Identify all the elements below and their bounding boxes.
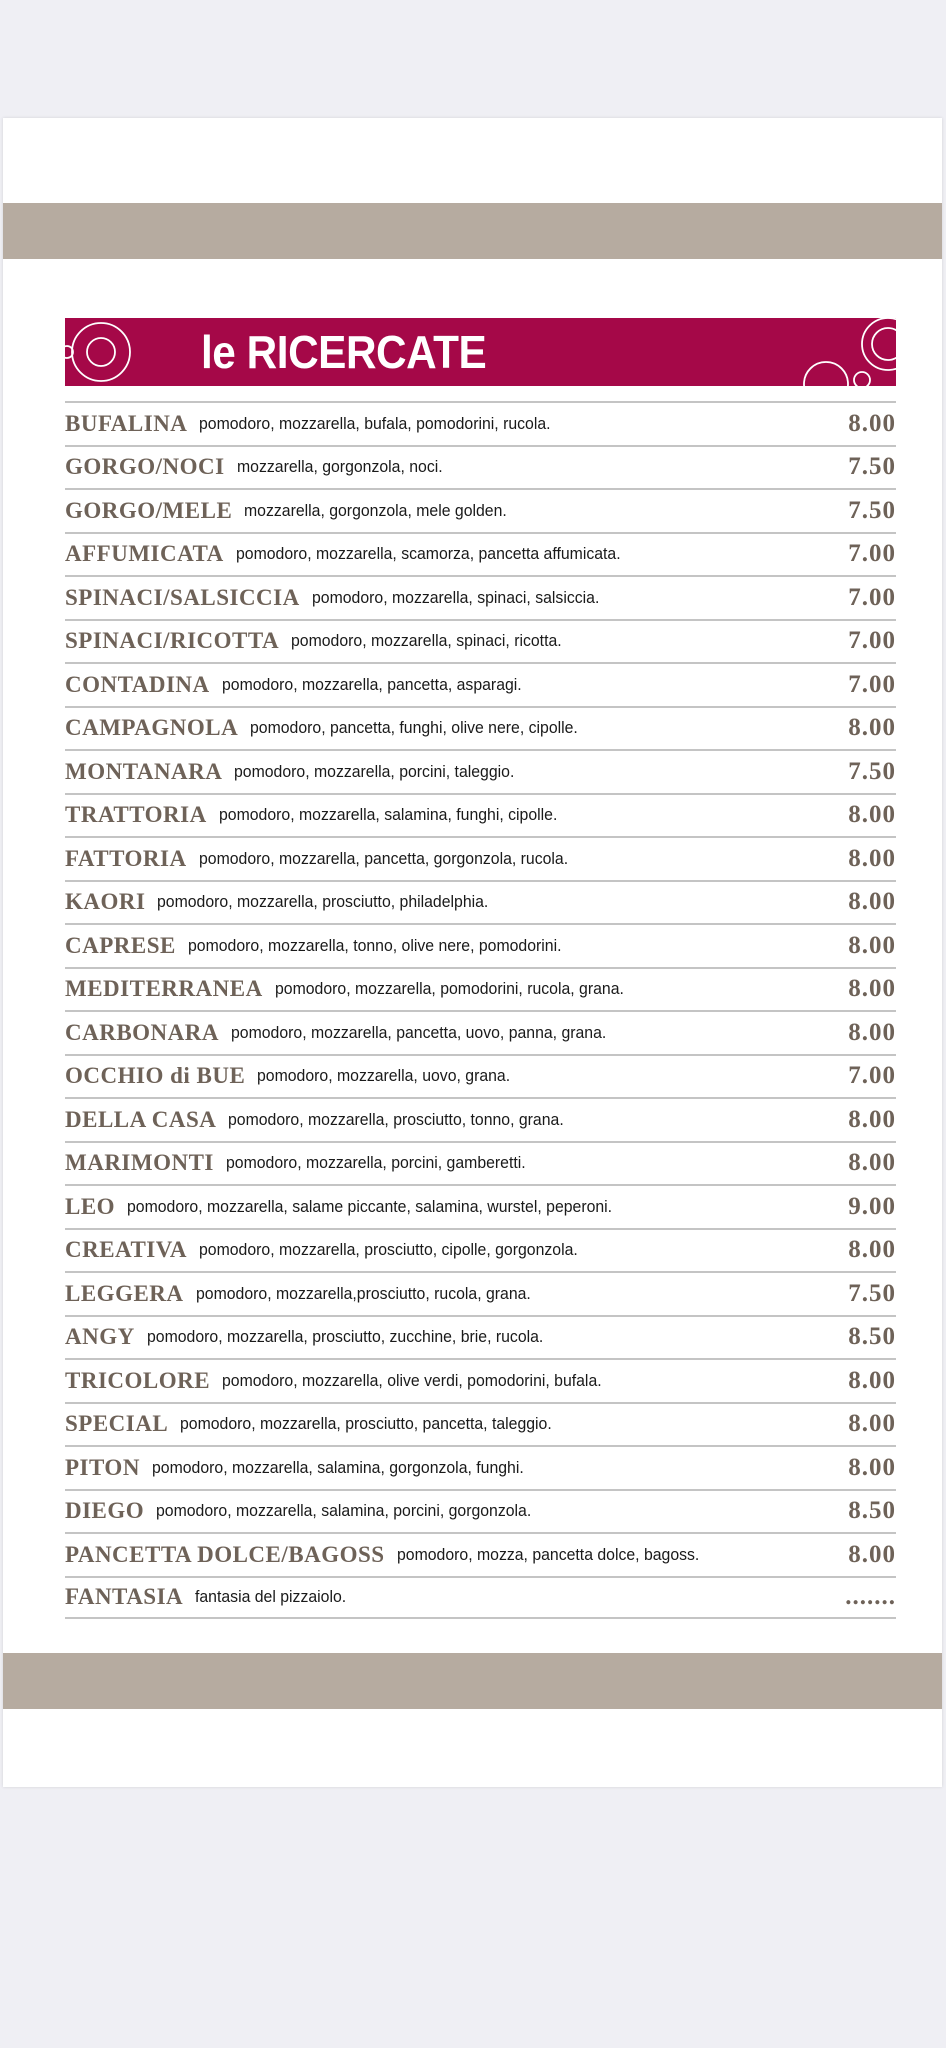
top-decorative-band xyxy=(3,203,942,259)
item-ingredients: pomodoro, mozzarella, spinaci, salsiccia. xyxy=(311,587,600,607)
item-name: GORGO/MELE xyxy=(65,497,233,523)
item-name: SPINACI/RICOTTA xyxy=(65,628,280,654)
item-name: GORGO/NOCI xyxy=(65,454,225,480)
item-ingredients: pomodoro, mozzarella, pomodorini, rucola, grana. xyxy=(274,979,624,999)
item-ingredients: pomodoro, mozzarella, prosciutto, philadelphia. xyxy=(157,892,489,912)
item-price: 7.50 xyxy=(848,1279,896,1307)
item-ingredients: mozzarella, gorgonzola, mele golden. xyxy=(244,500,508,520)
menu-item xyxy=(65,967,896,1011)
menu-item xyxy=(65,923,896,967)
item-name: KAORI xyxy=(65,889,146,915)
item-name: SPINACI/SALSICCIA xyxy=(65,584,300,610)
item-name: SPECIAL xyxy=(65,1411,169,1437)
item-name: CONTADINA xyxy=(65,671,210,697)
item-price: 8.00 xyxy=(848,1149,896,1177)
item-name: CARBONARA xyxy=(65,1019,219,1045)
item-price: 8.00 xyxy=(848,801,896,829)
menu-item xyxy=(65,1054,896,1098)
section-header xyxy=(65,318,896,386)
section-title: le RICERCATE xyxy=(201,326,487,378)
menu-item xyxy=(65,445,896,489)
item-price: 7.50 xyxy=(848,757,896,785)
menu-item xyxy=(65,1184,896,1228)
item-ingredients: pomodoro, mozzarella, scamorza, pancetta affumicata. xyxy=(235,544,621,564)
item-ingredients: pomodoro, mozzarella, pancetta, asparagi. xyxy=(221,674,522,694)
menu-item xyxy=(65,1141,896,1185)
item-price: 7.00 xyxy=(848,670,896,698)
circles-right-decoration xyxy=(786,318,896,386)
item-price: 8.00 xyxy=(848,409,896,437)
menu-item xyxy=(65,706,896,750)
item-price: 8.00 xyxy=(848,975,896,1003)
item-ingredients: pomodoro, mozzarella, salamina, gorgonzola, funghi. xyxy=(151,1457,524,1477)
item-ingredients: pomodoro, mozzarella, porcini, taleggio. xyxy=(234,761,515,781)
item-name: DIEGO xyxy=(65,1498,145,1524)
menu-item xyxy=(65,401,896,445)
item-name: DELLA CASA xyxy=(65,1106,217,1132)
item-price: 9.00 xyxy=(848,1192,896,1220)
item-name: MONTANARA xyxy=(65,758,223,784)
item-name: MARIMONTI xyxy=(65,1150,214,1176)
item-name: PANCETTA DOLCE/BAGOSS xyxy=(65,1541,385,1567)
item-name: CAPRESE xyxy=(65,932,176,958)
item-ingredients: pomodoro, mozzarella, porcini, gamberetti. xyxy=(225,1153,526,1173)
item-ingredients: pomodoro, mozzarella, pancetta, uovo, panna, grana. xyxy=(231,1022,607,1042)
item-ingredients: pomodoro, mozzarella, spinaci, ricotta. xyxy=(291,631,562,651)
item-price: 8.00 xyxy=(848,844,896,872)
item-price: 8.50 xyxy=(848,1497,896,1525)
item-ingredients: pomodoro, mozzarella, tonno, olive nere, pomodorini. xyxy=(187,935,562,955)
menu-item xyxy=(65,662,896,706)
menu-item xyxy=(65,793,896,837)
item-price: 8.00 xyxy=(848,714,896,742)
item-price: 7.00 xyxy=(848,540,896,568)
item-price: 8.00 xyxy=(848,1540,896,1568)
menu-item xyxy=(65,1358,896,1402)
item-ingredients: pomodoro, mozzarella, prosciutto, tonno, grana. xyxy=(228,1109,565,1129)
item-ingredients: pomodoro, mozzarella, salamina, porcini, gorgonzola. xyxy=(156,1501,532,1521)
item-price: 8.50 xyxy=(848,1323,896,1351)
item-name: TRATTORIA xyxy=(65,802,207,828)
item-price: 8.00 xyxy=(848,1105,896,1133)
menu-item xyxy=(65,1228,896,1272)
item-price: 8.00 xyxy=(848,1453,896,1481)
item-ingredients: mozzarella, gorgonzola, noci. xyxy=(236,457,443,477)
menu-item xyxy=(65,1402,896,1446)
item-price: 7.50 xyxy=(848,453,896,481)
item-name: PITON xyxy=(65,1454,140,1480)
item-ingredients: pomodoro, mozzarella, salame piccante, salamina, wurstel, peperoni. xyxy=(127,1196,613,1216)
item-price: 7.00 xyxy=(848,583,896,611)
item-name: ANGY xyxy=(65,1324,135,1350)
item-price: 8.00 xyxy=(848,1366,896,1394)
item-ingredients: fantasia del pizzaiolo. xyxy=(195,1587,347,1607)
item-ingredients: pomodoro, mozzarella, salamina, funghi, cipolle. xyxy=(218,805,558,825)
item-name: LEGGERA xyxy=(65,1280,184,1306)
menu-item xyxy=(65,1576,896,1620)
item-name: MEDITERRANEA xyxy=(65,976,263,1002)
menu-item xyxy=(65,1271,896,1315)
item-name: FATTORIA xyxy=(65,845,187,871)
pizza-list xyxy=(65,401,896,1619)
menu-item xyxy=(65,619,896,663)
item-ingredients: pomodoro, mozzarella, uovo, grana. xyxy=(257,1066,511,1086)
menu-item xyxy=(65,1445,896,1489)
item-name: CREATIVA xyxy=(65,1237,188,1263)
circles-left-decoration xyxy=(65,318,155,386)
item-name: FANTASIA xyxy=(65,1584,184,1610)
item-ingredients: pomodoro, mozzarella, pancetta, gorgonzola, rucola. xyxy=(198,848,568,868)
item-ingredients: pomodoro, mozzarella, prosciutto, pancetta, taleggio. xyxy=(180,1414,552,1434)
item-ingredients: pomodoro, pancetta, funghi, olive nere, cipolle. xyxy=(250,718,579,738)
item-name: CAMPAGNOLA xyxy=(65,715,239,741)
menu-item xyxy=(65,1315,896,1359)
item-name: BUFALINA xyxy=(65,410,188,436)
item-price: 8.00 xyxy=(848,1410,896,1438)
menu-item xyxy=(65,1532,896,1576)
menu-item xyxy=(65,488,896,532)
item-ingredients: pomodoro, mozza, pancetta dolce, bagoss. xyxy=(396,1544,699,1564)
menu-item xyxy=(65,749,896,793)
menu-item xyxy=(65,1097,896,1141)
item-ingredients: pomodoro, mozzarella, bufala, pomodorini, rucola. xyxy=(199,413,551,433)
item-ingredients: pomodoro, mozzarella, prosciutto, zucchine, brie, rucola. xyxy=(146,1327,544,1347)
item-ingredients: pomodoro, mozzarella,prosciutto, rucola, grana. xyxy=(195,1283,531,1303)
item-price: 7.00 xyxy=(848,1062,896,1090)
item-price: 8.00 xyxy=(848,1018,896,1046)
item-price: 7.00 xyxy=(848,627,896,655)
menu-item xyxy=(65,575,896,619)
item-price: 8.00 xyxy=(848,931,896,959)
item-name: LEO xyxy=(65,1193,116,1219)
item-price: 8.00 xyxy=(848,1236,896,1264)
item-price: ....... xyxy=(845,1583,896,1611)
item-price: 8.00 xyxy=(848,888,896,916)
menu-item xyxy=(65,880,896,924)
item-ingredients: pomodoro, mozzarella, prosciutto, cipolle, gorgonzola. xyxy=(199,1240,578,1260)
menu-item xyxy=(65,532,896,576)
item-price: 7.50 xyxy=(848,496,896,524)
item-name: TRICOLORE xyxy=(65,1367,211,1393)
item-name: AFFUMICATA xyxy=(65,541,224,567)
item-name: OCCHIO di BUE xyxy=(65,1063,246,1089)
menu-item xyxy=(65,836,896,880)
bottom-decorative-band xyxy=(3,1653,942,1709)
menu-item xyxy=(65,1010,896,1054)
menu-item xyxy=(65,1489,896,1533)
item-ingredients: pomodoro, mozzarella, olive verdi, pomodorini, bufala. xyxy=(222,1370,602,1390)
